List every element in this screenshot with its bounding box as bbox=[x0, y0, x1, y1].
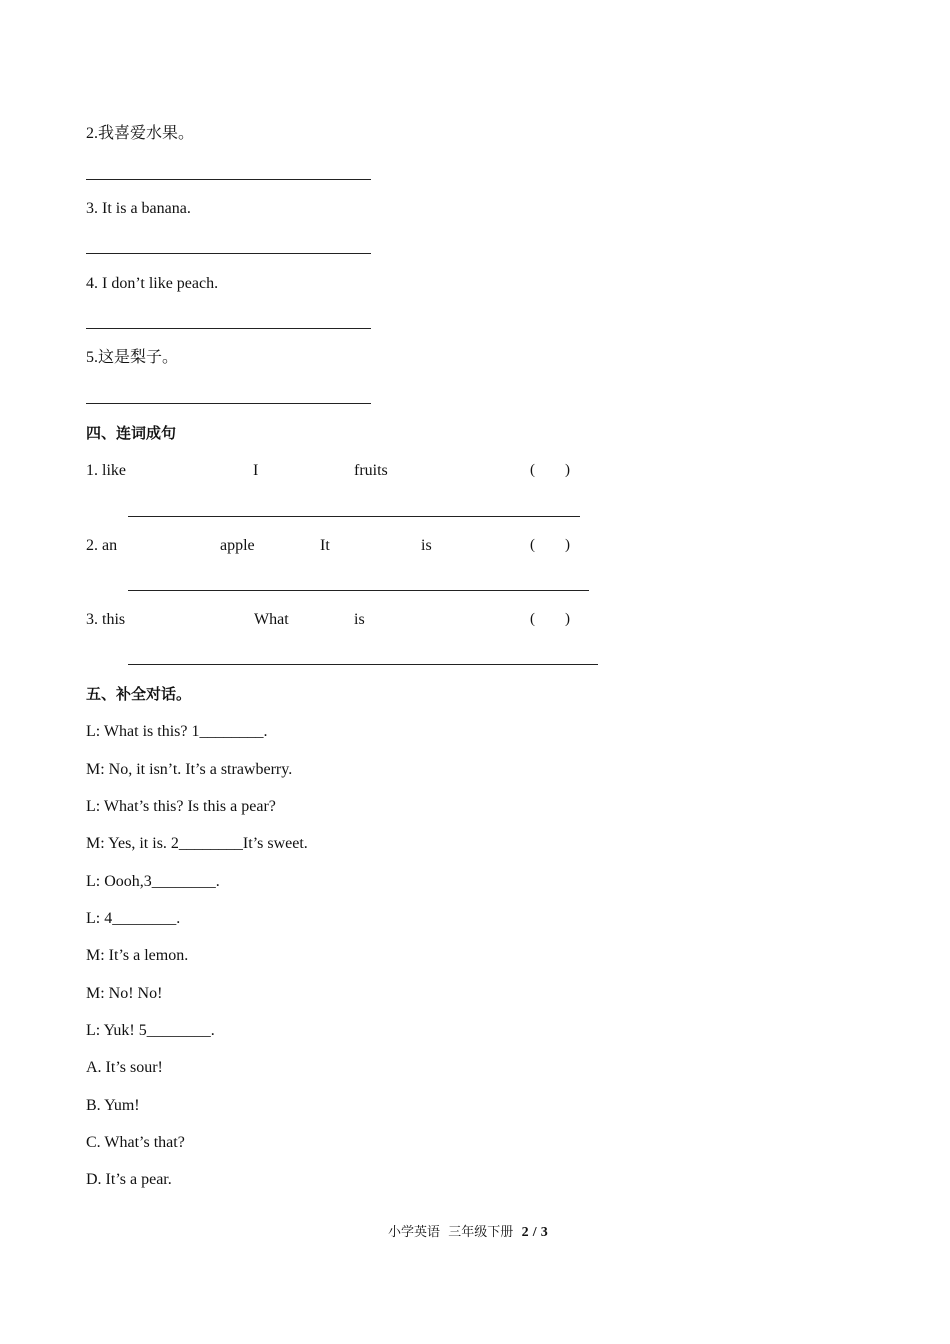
dialogue-line: M: It’s a lemon. bbox=[86, 947, 189, 964]
translation-item-5: 5.这是梨子。 bbox=[86, 349, 179, 366]
scrambled-word: is bbox=[421, 537, 432, 554]
answer-option: D. It’s a pear. bbox=[86, 1171, 172, 1188]
dialogue-line: M: Yes, it is. 2________It’s sweet. bbox=[86, 835, 308, 852]
dialogue-line: L: What is this? 1________. bbox=[86, 723, 268, 740]
translation-item-2: 2.我喜爱水果。 bbox=[86, 125, 195, 142]
footer-page-number: 2 bbox=[521, 1225, 529, 1240]
answer-line bbox=[86, 253, 371, 254]
sentence-answer-line bbox=[128, 516, 580, 517]
scrambled-word: I bbox=[253, 462, 259, 479]
dialogue-line: M: No! No! bbox=[86, 985, 163, 1002]
section-heading-4: 四、连词成句 bbox=[86, 424, 177, 442]
dialogue-line: L: Yuk! 5________. bbox=[86, 1022, 215, 1039]
scrambled-word: 3. this bbox=[86, 611, 126, 628]
section-heading-5: 五、补全对话。 bbox=[86, 685, 192, 703]
sentence-answer-line bbox=[128, 664, 598, 665]
answer-parentheses: ( ) bbox=[530, 611, 570, 627]
footer-page-separator: / bbox=[532, 1225, 537, 1240]
footer-subject: 小学英语 bbox=[388, 1225, 441, 1240]
dialogue-line: M: No, it isn’t. It’s a strawberry. bbox=[86, 761, 293, 778]
scrambled-word: 1. like bbox=[86, 462, 126, 479]
scrambled-word: It bbox=[320, 537, 330, 554]
answer-option: A. It’s sour! bbox=[86, 1059, 163, 1076]
answer-option: C. What’s that? bbox=[86, 1134, 185, 1151]
scrambled-word: What bbox=[254, 611, 289, 628]
answer-line bbox=[86, 179, 371, 180]
answer-line bbox=[86, 328, 371, 329]
answer-parentheses: ( ) bbox=[530, 537, 570, 553]
translation-item-4: 4. I don’t like peach. bbox=[86, 275, 219, 292]
answer-line bbox=[86, 403, 371, 404]
scrambled-word: 2. an bbox=[86, 537, 118, 554]
sentence-answer-line bbox=[128, 590, 589, 591]
dialogue-line: L: Oooh,3________. bbox=[86, 873, 220, 890]
scrambled-word: fruits bbox=[354, 462, 388, 479]
answer-parentheses: ( ) bbox=[530, 462, 570, 478]
footer-grade: 三年级下册 bbox=[448, 1225, 514, 1240]
dialogue-line: L: What’s this? Is this a pear? bbox=[86, 798, 276, 815]
scrambled-word: apple bbox=[220, 537, 255, 554]
footer-page-total: 3 bbox=[540, 1225, 548, 1240]
translation-item-3: 3. It is a banana. bbox=[86, 200, 191, 217]
dialogue-line: L: 4________. bbox=[86, 910, 181, 927]
answer-option: B. Yum! bbox=[86, 1097, 140, 1114]
page-footer bbox=[388, 1224, 548, 1242]
scrambled-word: is bbox=[354, 611, 365, 628]
